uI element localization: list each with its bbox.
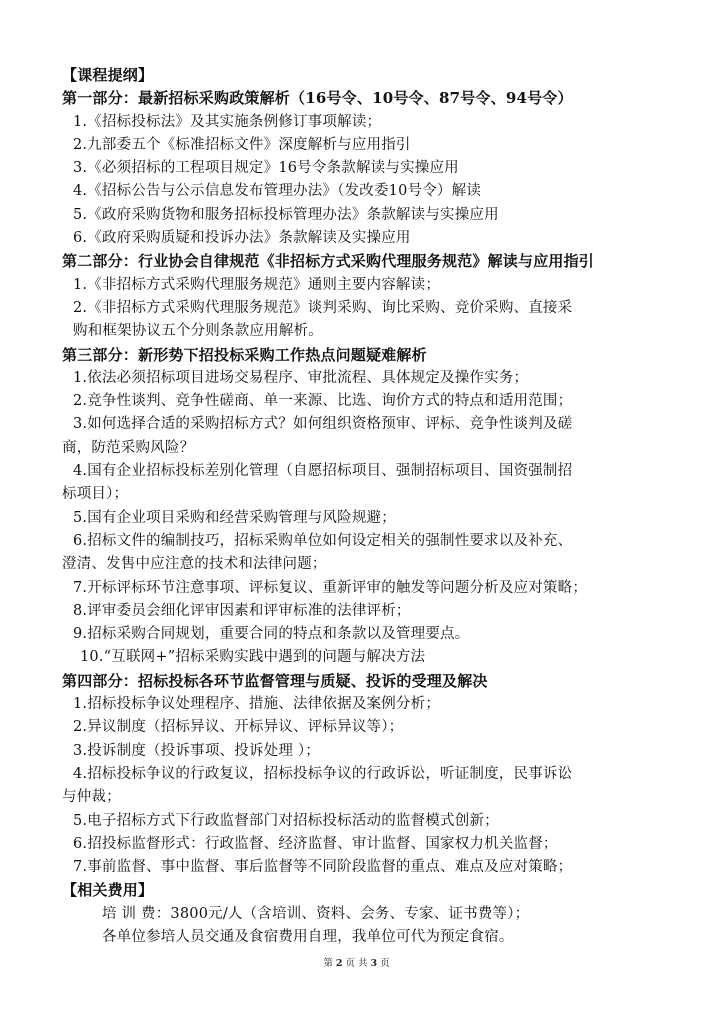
fees-title: 【相关费用】 [62, 881, 154, 900]
part4-item: 7.事前监督、事中监督、事后监督等不同阶段监督的重点、难点及应对策略； [73, 859, 573, 876]
part1-item: 1.《招标投标法》及其实施条例修订事项解读； [73, 113, 382, 130]
document-content [62, 64, 658, 949]
part4-item: 2.异议制度（招标异议、开标异议、评标异议等）； [73, 719, 404, 736]
footer-middle: 页 共 [342, 958, 371, 969]
course-outline-title: 【课程提纲】 [62, 66, 154, 84]
part1-item: 5.《政府采购货物和服务招标投标管理办法》条款解读与实操应用 [73, 206, 499, 223]
part3-item: 6.招标文件的编制技巧，招标采购单位如何设定相关的强制性要求以及补充、 [73, 532, 573, 549]
part3-item: 8.评审委员会细化评审因素和评审标准的法律评析； [73, 602, 411, 619]
part3-item-continued: 商，防范采购风险？ [62, 439, 195, 456]
part4-item: 1.招标投标争议处理程序、措施、法律依据及案例分析； [73, 696, 441, 713]
part3-item: 10.“互联网+”招标采购实践中遇到的问题与解决方法 [80, 649, 426, 666]
part1-item: 4.《招标公告与公示信息发布管理办法》（发改委10号令）解读 [73, 183, 482, 200]
part3-item: 7.开标评标环节注意事项、评标复议、重新评审的触发等问题分析及应对策略； [73, 579, 588, 596]
part2-item-continued: 购和框架协议五个分则条款应用解析。 [73, 323, 323, 340]
footer-page-number: 2 [335, 958, 343, 969]
part3-item: 5.国有企业项目采购和经营采购管理与风险规避； [73, 509, 396, 526]
part3-item: 2.竞争性谈判、竞争性磋商、单一来源、比选、询价方式的特点和适用范围； [73, 393, 573, 410]
footer-suffix: 页 [377, 958, 390, 969]
part4-item: 3.投诉制度（投诉事项、投诉处理 ）； [73, 742, 320, 759]
part3-item-continued: 标项目）； [62, 486, 129, 503]
part3-item: 1.依法必须招标项目进场交易程序、审批流程、具体规定及操作实务； [73, 369, 529, 386]
part1-item: 6.《政府采购质疑和投诉办法》条款解读及实操应用 [73, 230, 411, 247]
part1-item: 2.九部委五个《标准招标文件》深度解析与应用指引 [73, 136, 411, 153]
part4-item-continued: 与仲裁； [62, 789, 121, 806]
part2-item: 1.《非招标方式采购代理服务规范》通则主要内容解读； [73, 276, 441, 293]
part2-heading: 第二部分：行业协会自律规范《非招标方式采购代理服务规范》解读与应用指引 [62, 252, 595, 271]
footer-prefix: 第 [323, 958, 336, 969]
part3-item: 9.招标采购合同规划，重要合同的特点和条款以及管理要点。 [73, 626, 470, 643]
footer-total-pages: 3 [370, 958, 378, 969]
fees-item: 各单位参培人员交通及食宿费用自理，我单位可代为预定食宿。 [102, 928, 514, 945]
part3-item-continued: 澄清、发售中应注意的技术和法律问题； [62, 556, 327, 573]
part4-heading: 第四部分：招标投标各环节监督管理与质疑、投诉的受理及解决 [62, 671, 488, 690]
part1-heading: 第一部分：最新招标采购政策解析（16号令、10号令、87号令、94号令） [62, 89, 573, 108]
part2-item: 2.《非招标方式采购代理服务规范》谈判采购、询比采购、竞价采购、直接采 [73, 299, 573, 316]
fees-item: 培 训 费：3800元/人（含培训、资料、会务、专家、证书费等）； [102, 905, 530, 922]
page-footer [0, 955, 713, 969]
part3-item: 3.如何选择合适的采购招标方式？如何组织资格预审、评标、竞争性谈判及磋 [73, 416, 573, 433]
part3-item: 4.国有企业招标投标差别化管理（自愿招标项目、强制招标项目、国资强制招 [73, 463, 573, 480]
part4-item: 5.电子招标方式下行政监督部门对招标投标活动的监督模式创新； [73, 812, 499, 829]
part4-item: 4.招标投标争议的行政复议，招标投标争议的行政诉讼，听证制度，民事诉讼 [73, 765, 573, 782]
part4-item: 6.招投标监督形式：行政监督、经济监督、审计监督、国家权力机关监督； [73, 835, 558, 852]
part3-heading: 第三部分：新形势下招投标采购工作热点问题疑难解析 [62, 345, 427, 364]
part1-item: 3.《必须招标的工程项目规定》16号令条款解读与实操应用 [73, 160, 459, 177]
